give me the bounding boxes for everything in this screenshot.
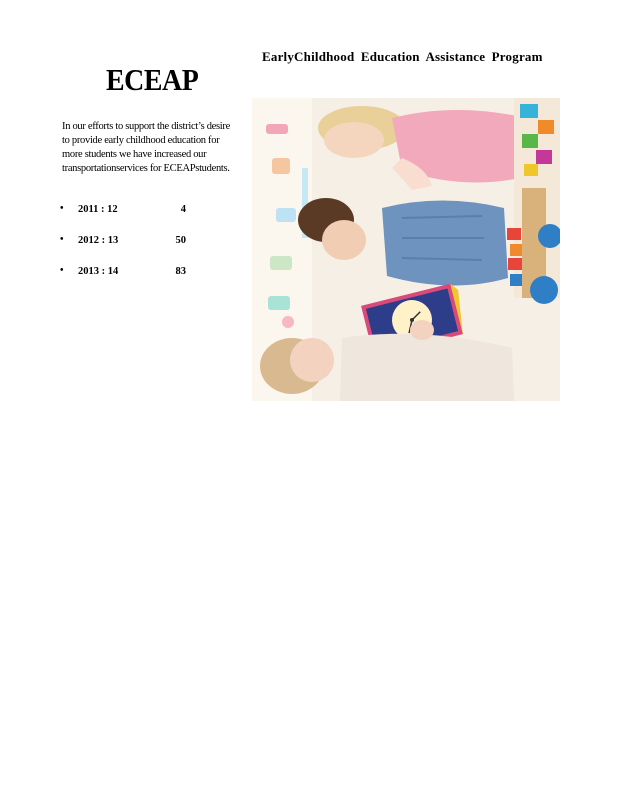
school-year: 2012 : 13 <box>78 235 119 246</box>
classroom-photo <box>252 98 560 401</box>
page-heading: ECEAP <box>106 62 199 97</box>
bullet-icon: • <box>60 234 64 245</box>
intro-paragraph: In our efforts to support the district’s desire to provide early childhood education for more students we have increased our transportationservices for ECEAPstudents. <box>62 121 230 174</box>
list-item <box>60 204 220 235</box>
program-title: EarlyChildhood Education Assistance Program <box>262 49 543 64</box>
list-item <box>60 266 220 297</box>
enrollment-list <box>60 204 220 297</box>
bullet-icon: • <box>60 265 64 276</box>
student-count: 50 <box>175 235 186 246</box>
student-count: 4 <box>180 204 186 215</box>
bullet-icon: • <box>60 203 64 214</box>
school-year: 2011 : 12 <box>78 204 118 215</box>
list-item <box>60 235 220 266</box>
student-count: 83 <box>175 266 186 277</box>
school-year: 2013 : 14 <box>78 266 119 277</box>
